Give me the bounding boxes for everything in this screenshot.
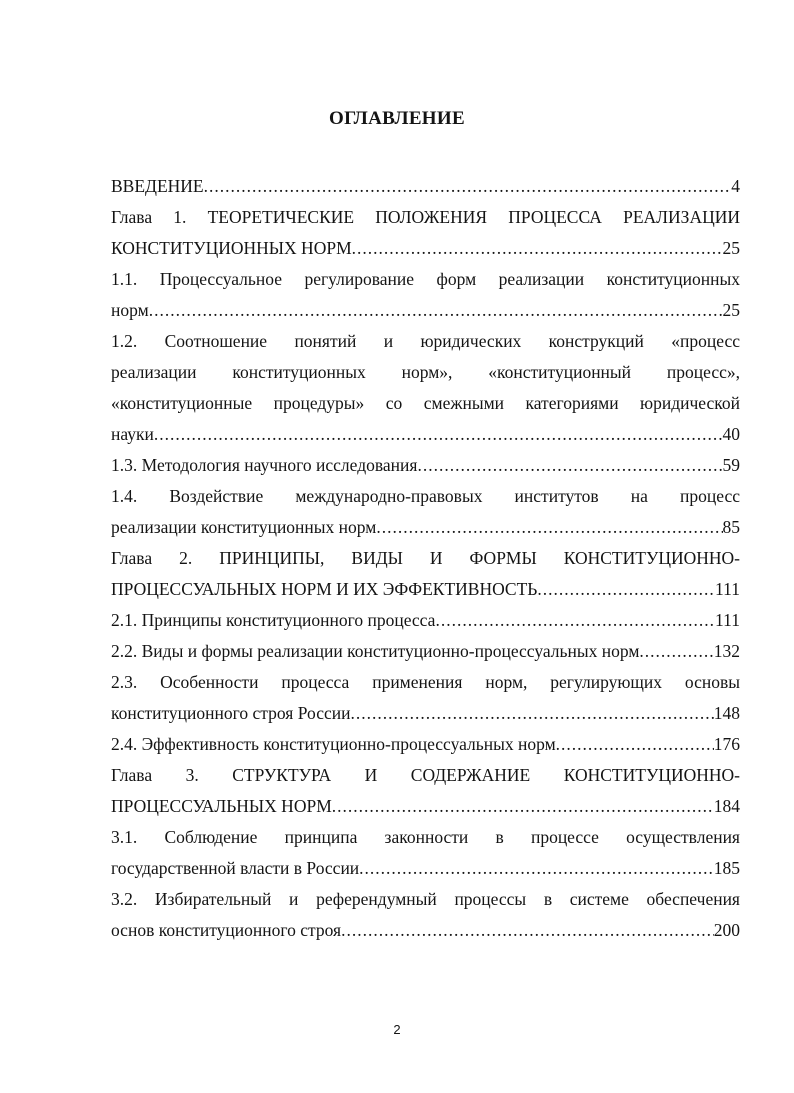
toc-entry-chapter-3	[111, 791, 740, 822]
toc-entry-section-3-1	[111, 853, 740, 884]
toc-section-3-1-title: 3.1. Соблюдение принципа законности в процессе осуществления	[111, 827, 740, 847]
toc-entry-section-1-3	[111, 450, 740, 481]
toc-page-number: 148	[713, 703, 740, 723]
toc-entry-text: ВВЕДЕНИЕ	[111, 176, 204, 196]
toc-entry-intro	[111, 171, 740, 202]
toc-entry-text: науки	[111, 424, 154, 444]
toc-entry-section-1-2	[111, 419, 740, 450]
toc-section-2-3-title: 2.3. Особенности процесса применения норм, регулирующих основы	[111, 672, 740, 692]
toc-entry-text: основ конституционного строя	[111, 920, 342, 940]
toc-leader	[341, 915, 714, 946]
toc-leader	[359, 853, 714, 884]
toc-entry-section-2-3	[111, 698, 740, 729]
toc-chapter-2-title: Глава 2. ПРИНЦИПЫ, ВИДЫ И ФОРМЫ КОНСТИТУЦИОННО-	[111, 548, 740, 568]
toc-leader	[537, 574, 715, 605]
toc-entry-text: 2.1. Принципы конституционного процесса	[111, 610, 436, 630]
toc-page-number: 59	[722, 455, 740, 475]
toc-leader	[435, 605, 715, 636]
toc-chapter-1-title: Глава 1. ТЕОРЕТИЧЕСКИЕ ПОЛОЖЕНИЯ ПРОЦЕССА РЕАЛИЗАЦИИ	[111, 207, 740, 227]
toc-leader	[352, 233, 723, 264]
toc-entry-text: государственной власти в России	[111, 858, 360, 878]
toc-leader	[204, 171, 732, 202]
toc-section-1-2-title: 1.2. Соотношение понятий и юридических конструкций «процесс	[111, 331, 740, 351]
toc-page-number: 25	[722, 238, 740, 258]
toc-page-number: 176	[713, 734, 740, 754]
toc-section-1-2-title: «конституционные процедуры» со смежными категориями юридической	[111, 393, 740, 413]
toc-page-number: 25	[722, 300, 740, 320]
toc-entry-section-1-4	[111, 512, 740, 543]
toc-entry-section-2-4	[111, 729, 740, 760]
toc-entry-text: норм	[111, 300, 149, 320]
toc-page-number: 132	[713, 641, 740, 661]
toc-page-number: 85	[722, 517, 740, 537]
toc-entry-text: КОНСТИТУЦИОННЫХ НОРМ	[111, 238, 352, 258]
toc-section-1-2-title: реализации конституционных норм», «конституционный процесс»,	[111, 362, 740, 382]
toc-chapter-3-title: Глава 3. СТРУКТУРА И СОДЕРЖАНИЕ КОНСТИТУЦИОННО-	[111, 765, 740, 785]
toc-entry-section-2-1	[111, 605, 740, 636]
toc-leader	[556, 729, 714, 760]
toc-page-number: 4	[731, 176, 740, 196]
toc-entry-text: конституционного строя России	[111, 703, 351, 723]
toc-page-number: 184	[713, 796, 740, 816]
toc-entry-text: ПРОЦЕССУАЛЬНЫХ НОРМ	[111, 796, 332, 816]
toc-leader	[332, 791, 714, 822]
toc-entry-section-1-1	[111, 295, 740, 326]
toc-page-number: 40	[722, 424, 740, 444]
toc-leader	[639, 636, 713, 667]
toc-page-number: 111	[715, 579, 740, 599]
toc-page-number: 185	[713, 858, 740, 878]
page-number: 2	[393, 1022, 401, 1037]
toc-entry-text: 1.3. Методология научного исследования	[111, 455, 418, 475]
toc-page-number: 200	[713, 920, 740, 940]
toc-leader	[417, 450, 722, 481]
toc-section-1-4-title: 1.4. Воздействие международно-правовых институтов на процесс	[111, 486, 740, 506]
toc-entry-text: 2.2. Виды и формы реализации конституционно-процессуальных норм	[111, 641, 640, 661]
toc-entry-text: ПРОЦЕССУАЛЬНЫХ НОРМ И ИХ ЭФФЕКТИВНОСТЬ	[111, 579, 538, 599]
page-title: ОГЛАВЛЕНИЕ	[329, 108, 465, 129]
toc-leader	[149, 295, 723, 326]
toc-leader	[376, 512, 722, 543]
toc-entry-chapter-2	[111, 574, 740, 605]
toc-entry-section-2-2	[111, 636, 740, 667]
toc-page-number: 111	[715, 610, 740, 630]
toc-entry-section-3-2	[111, 915, 740, 946]
toc-entry-chapter-1	[111, 233, 740, 264]
table-of-contents	[111, 171, 740, 946]
toc-entry-text: реализации конституционных норм	[111, 517, 377, 537]
toc-entry-text: 2.4. Эффективность конституционно-процессуальных норм	[111, 734, 556, 754]
toc-section-3-2-title: 3.2. Избирательный и референдумный процессы в системе обеспечения	[111, 889, 740, 909]
toc-leader	[350, 698, 713, 729]
toc-leader	[154, 419, 723, 450]
toc-section-1-1-title: 1.1. Процессуальное регулирование форм реализации конституционных	[111, 269, 740, 289]
